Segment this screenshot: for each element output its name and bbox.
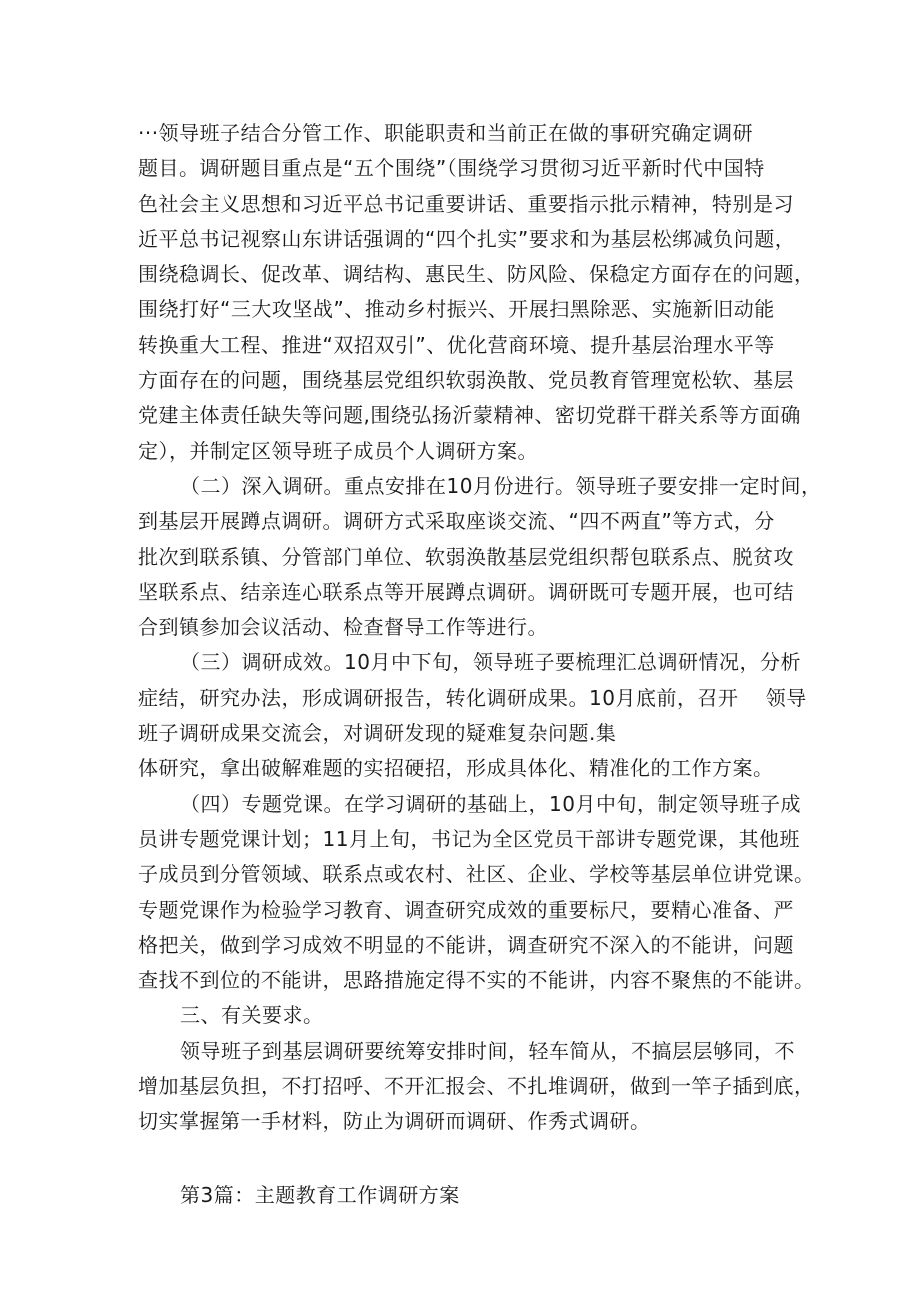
paragraph-topics — [138, 116, 815, 469]
document-body — [138, 116, 822, 1213]
spacer — [138, 1140, 798, 1178]
text-line: ···领导班子结合分管工作、职能职责和当前正在做的事研究确定调研 — [138, 121, 754, 145]
paragraph-lecture — [138, 787, 815, 999]
text-line: 增加基层负担，不打招呼、不开汇报会、不扎堆调研，做到一竿子插到底， — [138, 1074, 815, 1099]
text-line: （四）专题党课。在学习调研的基础上，10月中旬，制定领导班子成 — [180, 791, 801, 816]
next-section-title: 第3篇：主题教育工作调研方案 — [180, 1182, 460, 1207]
text-line: 领导班子到基层调研要统筹安排时间，轻车简从，不搞层层够同，不 — [180, 1038, 795, 1063]
text-line: 近平总书记视察山东讲话强调的“四个扎实”要求和为基层松绑减负问题， — [138, 226, 796, 251]
text-line: 合到镇参加会议活动、检查督导工作等进行。 — [138, 615, 548, 640]
text-line: 题目。调研题目重点是“五个围绕”（围绕学习贯彻习近平新时代中国特 — [138, 156, 765, 181]
paragraph-results — [138, 645, 807, 786]
text-line: 党建主体责任缺失等问题,围绕弘扬沂蒙精神、密切党群干群关系等方面确 — [138, 403, 801, 428]
paragraph-research — [138, 469, 822, 645]
text-line: 批次到联系镇、分管部门单位、软弱涣散基层党组织帮包联系点、脱贫攻 — [138, 544, 794, 569]
text-line: 症结，研究办法，形成调研报告，转化调研成果。10月底前，召开 领导 — [138, 685, 807, 710]
text-line: （二）深入调研。重点安排在10月份进行。领导班子要安排一定时间， — [180, 473, 822, 498]
text-line: 班子调研成果交流会，对调研发现的疑难复杂问题.集 — [138, 721, 617, 746]
text-line: 围绕打好“三大攻坚战”、推动乡村振兴、开展扫黑除恶、实施新旧动能 — [138, 297, 775, 322]
text-line: 格把关，做到学习成效不明显的不能讲，调查研究不深入的不能讲，问题 — [138, 932, 794, 957]
text-line: 色社会主义思想和习近平总书记重要讲话、重要指示批示精神，特别是习 — [138, 191, 794, 216]
text-line: 转换重大工程、推进“双招双引”、优化营商环境、提升基层治理水平等 — [138, 332, 775, 357]
text-line: 到基层开展蹲点调研。调研方式采取座谈交流、“四不两直”等方式，分 — [138, 509, 775, 534]
section-heading-requirements — [138, 998, 798, 1033]
text-line: 方面存在的问题，围绕基层党组织软弱涣散、党员教育管理宽松软、基层 — [138, 368, 794, 393]
text-line: 切实掌握第一手材料，防止为调研而调研、作秀式调研。 — [138, 1109, 651, 1134]
text-line: 员讲专题党课计划；11月上旬，书记为全区党员干部讲专题党课，其他班 — [138, 826, 800, 851]
text-line: 坚联系点、结亲连心联系点等开展蹲点调研。调研既可专题开展，也可结 — [138, 579, 794, 604]
paragraph-requirements — [138, 1034, 815, 1140]
heading-text: 三、有关要求。 — [180, 1003, 324, 1028]
text-line: 体研究，拿出破解难题的实招硬招，形成具体化、精准化的工作方案。 — [138, 756, 774, 781]
text-line: 定），并制定区领导班子成员个人调研方案。 — [138, 438, 538, 463]
text-line: 子成员到分管领域、联系点或农村、社区、企业、学校等基层单位讲党课。 — [138, 862, 815, 887]
text-line: 专题党课作为检验学习教育、调查研究成效的重要标尺，要精心准备、严 — [138, 897, 794, 922]
text-line: （三）调研成效。10月中下旬，领导班子要梳理汇总调研情况，分析 — [180, 650, 801, 675]
text-line: 查找不到位的不能讲，思路措施定得不实的不能讲，内容不聚焦的不能讲。 — [138, 968, 815, 993]
text-line: 围绕稳调长、促改革、调结构、惠民生、防风险、保稳定方面存在的问题， — [138, 262, 815, 287]
